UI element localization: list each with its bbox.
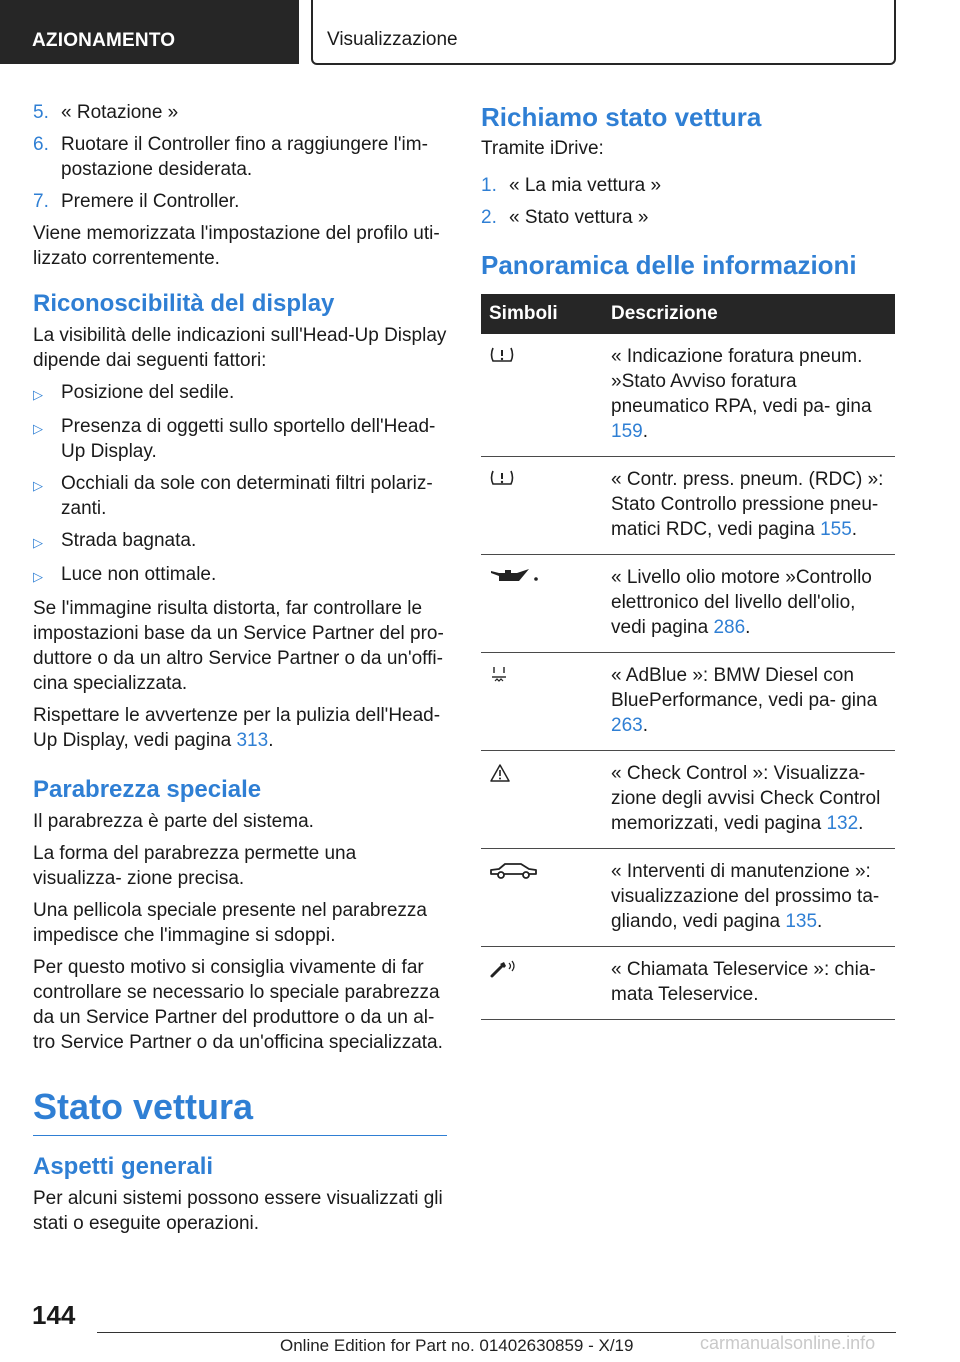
footer-edition-text: Online Edition for Part no. 01402630859 - X/19 bbox=[280, 1336, 634, 1355]
step-text: Ruotare il Controller fino a raggiungere l'im- postazione desiderata. bbox=[61, 134, 428, 180]
bullet-triangle-icon: ▷ bbox=[33, 421, 43, 436]
step-number: 6. bbox=[33, 134, 49, 155]
symbol-cell bbox=[481, 849, 603, 947]
symbol-cell bbox=[481, 457, 603, 555]
bullet-triangle-icon: ▷ bbox=[33, 478, 43, 493]
step-text: « La mia vettura » bbox=[509, 175, 662, 196]
bullet-text: Posizione del sedile. bbox=[61, 382, 235, 403]
bullet-triangle-icon: ▷ bbox=[33, 569, 43, 584]
description-cell bbox=[603, 653, 895, 751]
table-row bbox=[481, 457, 895, 555]
step-item bbox=[33, 189, 447, 214]
description-cell bbox=[603, 457, 895, 555]
step-number: 5. bbox=[33, 102, 49, 123]
heading-vehicle-status: Stato vettura bbox=[33, 1085, 447, 1136]
left-column bbox=[33, 100, 447, 1243]
table-row bbox=[481, 334, 895, 457]
step-item bbox=[481, 205, 895, 230]
symbol-cell bbox=[481, 947, 603, 1020]
page-link[interactable]: 159 bbox=[611, 421, 643, 442]
page-link[interactable]: 135 bbox=[785, 911, 818, 932]
page-link[interactable]: 263 bbox=[611, 715, 643, 736]
bullet-text: Presenza di oggetti sullo sportello dell'Head- Up Display. bbox=[61, 416, 436, 462]
page-link[interactable]: 132 bbox=[826, 813, 859, 834]
step-item bbox=[33, 100, 447, 125]
description-text: « AdBlue »: BMW Diesel con BluePerformance, vedi pa- gina bbox=[611, 665, 878, 711]
footer-watermark: carmanualsonline.info bbox=[700, 1333, 876, 1353]
paragraph: La visibilità delle indicazioni sull'Head-Up Display dipende dai seguenti fattori: bbox=[33, 325, 447, 371]
step-text: Premere il Controller. bbox=[61, 191, 240, 212]
description-cell bbox=[603, 555, 895, 653]
page-number: 144 bbox=[32, 1300, 76, 1330]
symbol-cell bbox=[481, 653, 603, 751]
table-row bbox=[481, 555, 895, 653]
table-row bbox=[481, 751, 895, 849]
description-text: « Check Control »: Visualizza- zione degli avvisi Check Control memorizzati, vedi pagina bbox=[611, 763, 881, 834]
warning-triangle-icon bbox=[489, 763, 511, 783]
description-text: « Contr. press. pneum. (RDC) »: Stato Controllo pressione pneu- matici RDC, vedi pagina bbox=[611, 469, 884, 540]
heading-info-overview: Panoramica delle informazioni bbox=[481, 250, 857, 280]
bullet-item bbox=[33, 380, 447, 407]
description-cell bbox=[603, 334, 895, 457]
heading-special-windshield: Parabrezza speciale bbox=[33, 776, 262, 803]
description-text: « Interventi di manutenzione »: visualizzazione del prossimo ta- gliando, vedi pagina bbox=[611, 861, 880, 932]
step-text: « Stato vettura » bbox=[509, 207, 649, 228]
page-link[interactable]: 155 bbox=[820, 519, 852, 540]
paragraph: Per questo motivo si consiglia vivamente di far controllare se necessario lo speciale parabrezza da un Service Partner del produttore o da un al- tro Service Partner o da un'officina specializzata. bbox=[33, 957, 443, 1053]
bullet-text: Strada bagnata. bbox=[61, 530, 197, 551]
page-link[interactable]: 313 bbox=[236, 730, 269, 751]
description-text: . bbox=[642, 715, 648, 736]
bullet-text: Occhiali da sole con determinati filtri polariz- zanti. bbox=[61, 473, 433, 519]
header-subsection-title: Visualizzazione bbox=[327, 29, 458, 50]
paragraph bbox=[33, 703, 447, 753]
paragraph: Per alcuni sistemi possono essere visualizzati gli stati o eseguite operazioni. bbox=[33, 1188, 443, 1234]
description-text: . bbox=[858, 813, 864, 834]
header-subsection-tab bbox=[311, 0, 896, 65]
header-section-title: AZIONAMENTO bbox=[32, 30, 176, 51]
heading-general: Aspetti generali bbox=[33, 1153, 214, 1180]
paragraph: Una pellicola speciale presente nel parabrezza impedisce che l'immagine si sdoppi. bbox=[33, 900, 427, 946]
bullet-triangle-icon: ▷ bbox=[33, 535, 43, 550]
step-number: 1. bbox=[481, 175, 497, 196]
bullet-item bbox=[33, 528, 447, 555]
description-cell bbox=[603, 947, 895, 1020]
description-text: « Chiamata Teleservice »: chia- mata Teleservice. bbox=[611, 959, 876, 1005]
table-row bbox=[481, 653, 895, 751]
step-text: « Rotazione » bbox=[61, 102, 179, 123]
heading-display-visibility: Riconoscibilità del display bbox=[33, 290, 335, 317]
description-text: . bbox=[817, 911, 823, 932]
paragraph: La forma del parabrezza permette una visualizza- zione precisa. bbox=[33, 843, 357, 889]
paragraph-text: Rispettare le avvertenze per la pulizia dell'Head- Up Display, vedi pagina bbox=[33, 705, 441, 751]
description-text: . bbox=[851, 519, 858, 540]
step-number: 7. bbox=[33, 191, 49, 212]
step-item bbox=[481, 173, 895, 198]
column-header-symbols: Simboli bbox=[481, 294, 603, 334]
bullet-text: Luce non ottimale. bbox=[61, 564, 217, 585]
description-text: « Indicazione foratura pneum. »Stato Avviso foratura pneumatico RPA, vedi pa- gina bbox=[611, 346, 872, 417]
description-text: « Livello olio motore »Controllo elettronico del livello dell'olio, vedi pagina bbox=[611, 567, 872, 638]
bullet-item bbox=[33, 562, 447, 589]
table-row bbox=[481, 947, 895, 1020]
step-item bbox=[33, 132, 447, 182]
bullet-item bbox=[33, 414, 447, 464]
header-section-tab bbox=[0, 0, 299, 64]
description-text: . bbox=[745, 617, 751, 638]
heading-recall-status: Richiamo stato vettura bbox=[481, 102, 762, 132]
paragraph: Se l'immagine risulta distorta, far controllare le impostazioni base da un Service Partner del pro- duttore o da un altro Service Partner o da un'offi- cina specializzata. bbox=[33, 598, 444, 694]
bullet-item bbox=[33, 471, 447, 521]
symbol-cell bbox=[481, 555, 603, 653]
table-row bbox=[481, 849, 895, 947]
bullet-triangle-icon: ▷ bbox=[33, 387, 43, 402]
paragraph: Tramite iDrive: bbox=[481, 138, 604, 159]
right-column bbox=[481, 100, 895, 1020]
column-header-description: Descrizione bbox=[603, 294, 895, 334]
adblue-icon bbox=[489, 665, 509, 683]
step-number: 2. bbox=[481, 207, 497, 228]
oil-can-icon bbox=[489, 567, 541, 585]
table-header-row bbox=[481, 294, 895, 334]
symbol-cell bbox=[481, 751, 603, 849]
teleservice-wrench-icon bbox=[489, 959, 519, 979]
symbol-cell bbox=[481, 334, 603, 457]
description-cell bbox=[603, 849, 895, 947]
paragraph: Il parabrezza è parte del sistema. bbox=[33, 811, 314, 832]
page-link[interactable]: 286 bbox=[713, 617, 746, 638]
tire-pressure-warning-icon bbox=[489, 346, 515, 364]
paragraph: Viene memorizzata l'impostazione del profilo uti- lizzato correntemente. bbox=[33, 223, 440, 269]
tire-pressure-monitor-icon bbox=[489, 469, 515, 487]
paragraph-text: . bbox=[268, 730, 274, 751]
info-table bbox=[481, 294, 895, 1020]
description-cell bbox=[603, 751, 895, 849]
description-text: . bbox=[642, 421, 648, 442]
service-car-icon bbox=[489, 861, 539, 881]
